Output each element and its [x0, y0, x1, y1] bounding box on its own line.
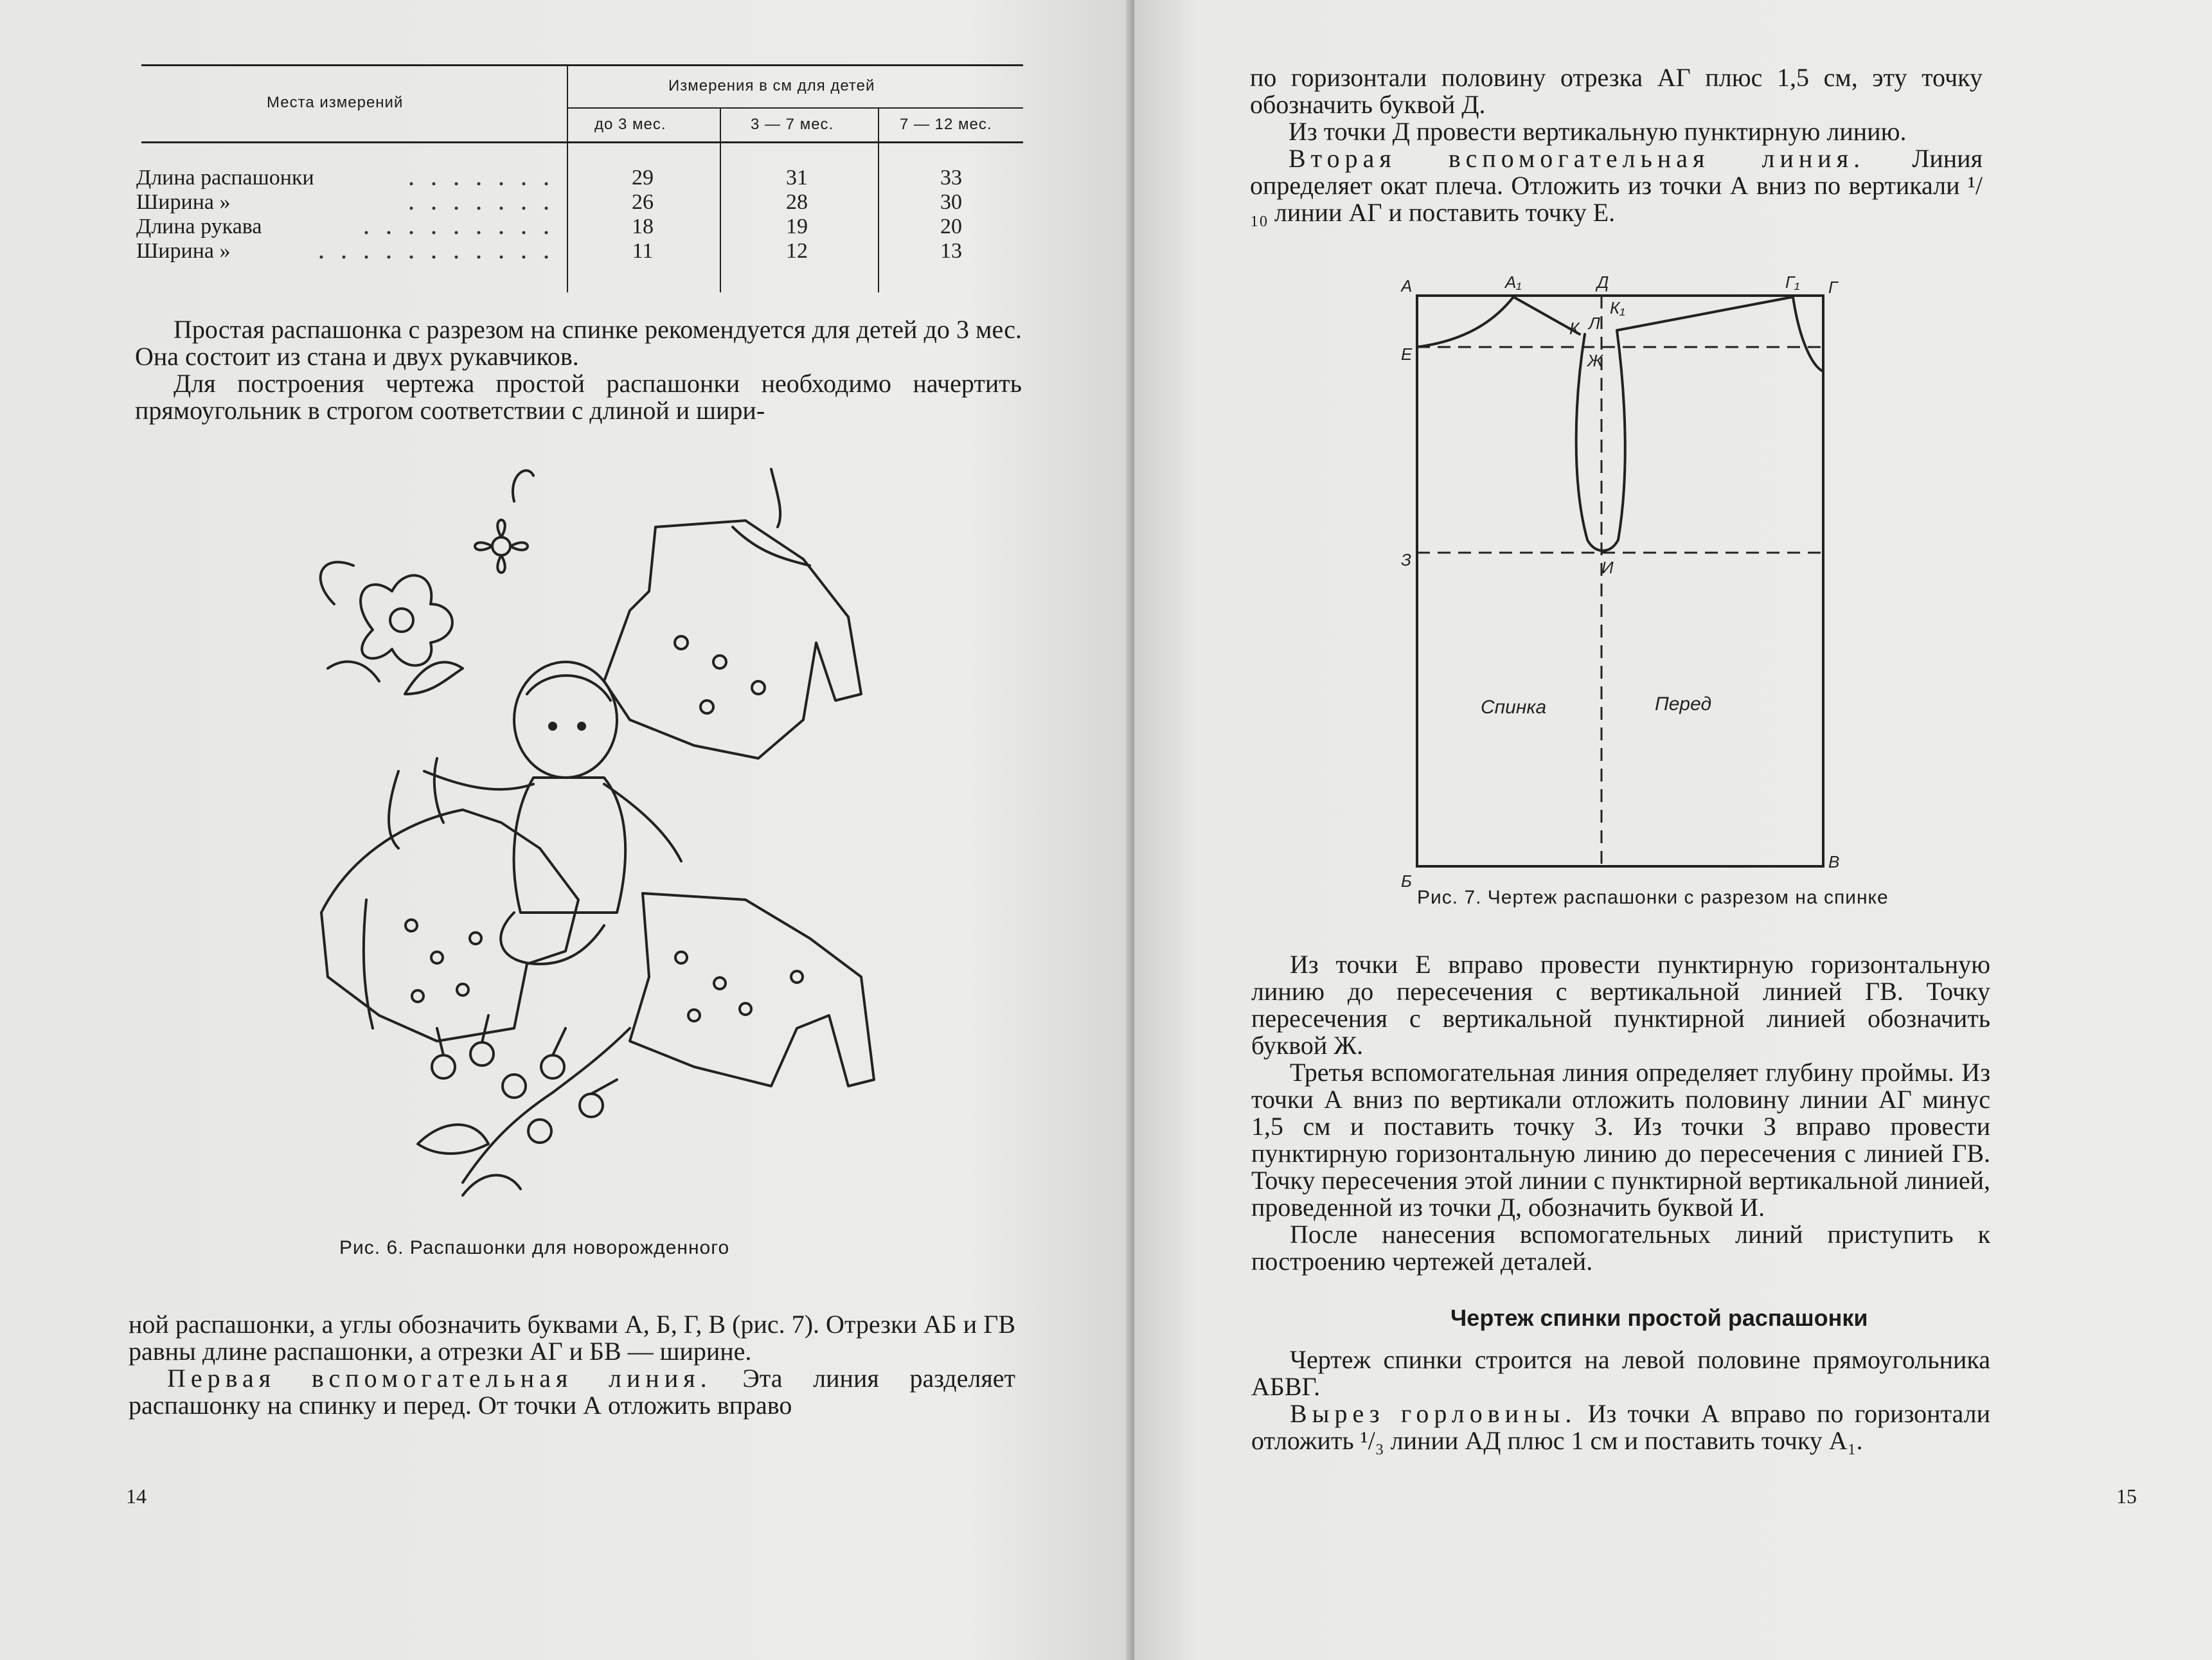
table-header-age1: до 3 мес.	[594, 116, 666, 133]
label-D: Д	[1597, 272, 1609, 292]
label-front: Перед	[1655, 693, 1712, 715]
pattern-rectangle	[1417, 296, 1823, 866]
label-K1: К₁	[1610, 298, 1625, 317]
right-text-bottom	[1251, 1346, 1990, 1454]
table-divider	[720, 107, 721, 292]
table-header-group: Измерения в см для детей	[668, 77, 875, 94]
table-cell: 30	[940, 190, 962, 214]
table-cell: 13	[940, 239, 962, 263]
fig7-diagram	[1401, 270, 1864, 893]
label-Zh: Ж	[1587, 351, 1603, 370]
table-cell: 31	[786, 166, 808, 190]
front-armhole	[1793, 297, 1823, 371]
left-text-top	[135, 316, 1022, 424]
paragraph-rest: Из точки А вправо по горизонтали отложить ¹/₃ линии АД плюс 1 см и поставить точку А₁.	[1251, 1399, 1991, 1455]
section-heading: Чертеж спинки простой распашонки	[1450, 1305, 1868, 1331]
label-K: К	[1569, 319, 1580, 338]
label-G1: Г₁	[1785, 272, 1800, 292]
term-neckline: Вырез горловины.	[1290, 1399, 1577, 1428]
table-cell: 11	[632, 239, 654, 263]
table-cell: 28	[786, 190, 808, 214]
label-back: Спинка	[1481, 697, 1547, 718]
table-header-places: Места измерений	[267, 94, 404, 111]
fig7-caption: Рис. 7. Чертеж распашонки с разрезом на спинке	[1417, 887, 1889, 908]
table-cell: 33	[940, 166, 962, 190]
label-Z: З	[1401, 550, 1411, 569]
table-header-age2: 3 — 7 мес.	[751, 116, 834, 133]
paragraph	[1251, 1400, 1990, 1454]
flower-icon	[361, 575, 452, 665]
label-V: В	[1828, 852, 1840, 871]
paragraph: Из точки Д провести вертикальную пунктирную линию.	[1289, 117, 1907, 146]
table-divider	[567, 64, 568, 292]
table-divider	[878, 107, 879, 292]
right-text-middle	[1251, 951, 1990, 1275]
paragraph-rest: Эта линия разделяет распашонку на спинку и перед. От точки А отложить вправо	[129, 1364, 1015, 1420]
table-row-label: Длина рукава	[136, 215, 262, 238]
table-row-label: Ширина »	[136, 239, 231, 263]
table-cell: 19	[786, 215, 808, 238]
label-L: Л	[1589, 314, 1600, 333]
label-A: А	[1401, 276, 1413, 296]
paragraph	[1250, 145, 1983, 226]
term-first-line: Первая вспомогательная линия.	[167, 1364, 712, 1393]
paragraph-rest: Линия определяет окат плеча. Отложить из точки А вниз по вертикали ¹/₁₀ линии АГ и поставить точку Е.	[1250, 144, 1983, 227]
table-header-age3: 7 — 12 мес.	[900, 116, 992, 133]
label-B: Б	[1401, 871, 1412, 891]
label-A1: А₁	[1505, 272, 1522, 292]
table-cell: 12	[786, 239, 808, 263]
table-cell: 20	[940, 215, 962, 238]
paragraph: ной распашонки, а углы обозначить буквами А, Б, Г, В (рис. 7). Отрезки АБ и ГВ равны длине распашонки, а отрезки АГ и БВ — ширине.	[129, 1310, 1015, 1366]
paragraph: Из точки Е вправо провести пунктирную горизонтальную линию до пересечения с вертикальной линией ГВ. Точку пересечения с вертикальной пунктирной линией обозначить буквой Ж.	[1251, 950, 1990, 1060]
fig6-caption: Рис. 6. Распашонки для новорожденного	[339, 1237, 730, 1258]
fig6-illustration	[270, 450, 925, 1221]
left-text-bottom	[129, 1311, 1015, 1419]
right-text-top	[1250, 64, 1983, 226]
paragraph: Чертеж спинки строится на левой половине прямоугольника АБВГ.	[1251, 1345, 1990, 1401]
label-G: Г	[1828, 278, 1838, 297]
table-cell: 29	[632, 166, 654, 190]
paragraph: После нанесения вспомогательных линий приступить к построению чертежей деталей.	[1251, 1220, 1990, 1276]
table-cell: 18	[632, 215, 654, 238]
paragraph: Третья вспомогательная линия определяет глубину проймы. Из точки А вниз по вертикали отложить половину линии АГ минус 1,5 см и поставить точку З. Из точки З вправо провести пунктирную горизонтальную линию до пересечения с линией ГВ. Точку пересечения этой линии с пунктирной вертикальной линией, проведенной из точки Д, обозначить буквой И.	[1251, 1058, 1990, 1222]
paragraph	[129, 1365, 1015, 1419]
term-second-line: Вторая вспомогательная линия.	[1289, 144, 1866, 173]
paragraph: Простая распашонка с разрезом на спинке рекомендуется для детей до 3 мес. Она состоит из стана и двух рукавчиков.	[135, 315, 1022, 371]
page-number-right: 15	[2116, 1485, 2137, 1508]
paragraph: по горизонтали половину отрезка АГ плюс 1,5 см, эту точку обозначить буквой Д.	[1250, 63, 1983, 119]
back-armhole	[1417, 297, 1513, 347]
front-shoulder	[1617, 297, 1793, 330]
paragraph: Для построения чертежа простой распашонки необходимо начертить прямоугольник в строгом соответствии с длиной и шири-	[135, 369, 1022, 425]
page-number-left: 14	[126, 1485, 147, 1508]
table-row-label: Длина распашонки	[136, 166, 314, 190]
table-cell: 26	[632, 190, 654, 214]
table-row-label: Ширина »	[136, 190, 231, 214]
label-E: Е	[1401, 344, 1413, 364]
table-dot-leaders	[141, 64, 567, 270]
table-sub-rule	[567, 107, 1023, 109]
right-page	[1134, 0, 2212, 1660]
label-I: И	[1601, 558, 1614, 577]
